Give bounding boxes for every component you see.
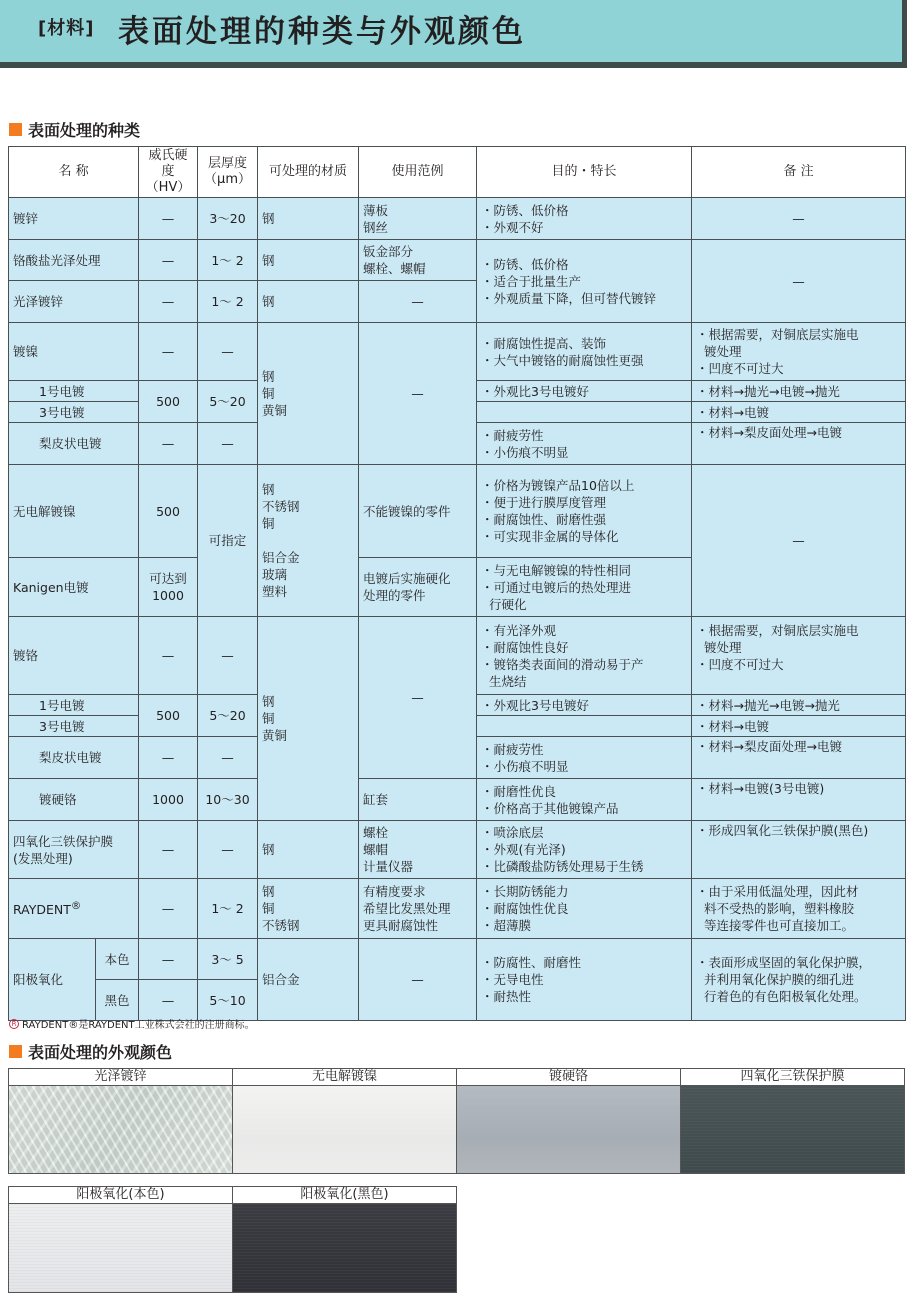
cell-name — [9, 879, 139, 939]
header-purpose: 目的・特长 — [477, 147, 692, 198]
table-row — [9, 939, 906, 980]
cell-name: 镀锌 — [9, 198, 139, 240]
cell-purpose: ・有光泽外观 ・耐腐蚀性良好 ・镀铬类表面间的滑动易于产 生烧结 — [477, 617, 692, 695]
cell-name: 阳极氧化 — [9, 939, 96, 1021]
cell-remark: ・材料→电镀(3号电镀) — [692, 779, 906, 821]
swatch-bright-zinc — [9, 1069, 233, 1173]
cell-material: 钢 — [258, 821, 359, 879]
swatch-image — [233, 1204, 456, 1292]
cell-hv: 500 — [139, 465, 198, 558]
cell-thickness: 5～20 — [198, 695, 258, 737]
cell-remark: ・形成四氧化三铁保护膜(黑色) — [692, 821, 906, 879]
cell-usage: 不能镀镍的零件 — [359, 465, 477, 558]
cell-hv: — — [139, 323, 198, 381]
cell-name: 梨皮状电镀 — [9, 423, 139, 465]
table-row — [9, 821, 906, 879]
header-hv: 威氏硬度 （HV） — [139, 147, 198, 198]
cell-thickness: — — [198, 737, 258, 779]
cell-usage: — — [359, 323, 477, 465]
swatch-anodize-natural — [9, 1187, 233, 1292]
cell-remark: ・根据需要，对铜底层实施电 镀处理 ・凹度不可过大 — [692, 323, 906, 381]
cell-remark: ・表面形成坚固的氧化保护膜， 并利用氧化保护膜的细孔进 行着色的有色阳极氧化处理。 — [692, 939, 906, 1021]
swatch-image — [681, 1086, 904, 1173]
cell-thickness: 5～20 — [198, 381, 258, 423]
cell-purpose: ・与无电解镀镍的特性相同 ・可通过电镀后的热处理进 行硬化 — [477, 558, 692, 617]
cell-usage: — — [359, 939, 477, 1021]
cell-purpose: ・长期防锈能力 ・耐腐蚀性优良 ・超薄膜 — [477, 879, 692, 939]
swatch-row-1 — [8, 1068, 905, 1174]
swatch-image — [233, 1086, 456, 1173]
cell-purpose: ・喷涂底层 ・外观(有光泽) ・比磷酸盐防锈处理易于生锈 — [477, 821, 692, 879]
cell-hv: — — [139, 980, 198, 1021]
cell-material: 钢 — [258, 240, 359, 281]
cell-material: 钢 不锈钢 铜 铝合金 玻璃 塑料 — [258, 465, 359, 617]
cell-name: 光泽镀锌 — [9, 281, 139, 323]
swatch-anodize-black — [233, 1187, 456, 1292]
cell-purpose: ・外观比3号电镀好 — [477, 381, 692, 402]
swatch-label: 光泽镀锌 — [9, 1069, 232, 1086]
cell-thickness: — — [198, 323, 258, 381]
cell-usage: 有精度要求 希望比发黑处理 更具耐腐蚀性 — [359, 879, 477, 939]
trademark-note — [9, 1016, 255, 1031]
cell-purpose: ・耐疲劳性 ・小伤痕不明显 — [477, 423, 692, 465]
header-tag: [材料] — [38, 18, 95, 39]
cell-purpose: ・外观比3号电镀好 — [477, 695, 692, 716]
cell-hv: — — [139, 617, 198, 695]
orange-square-icon — [9, 1045, 22, 1058]
cell-purpose-empty — [477, 716, 692, 737]
cell-purpose: ・防锈、低价格 ・外观不好 — [477, 198, 692, 240]
cell-remark: ・由于采用低温处理，因此材 料不受热的影响，塑料橡胶 等连接零件也可直接加工。 — [692, 879, 906, 939]
swatch-hard-chrome — [457, 1069, 681, 1173]
cell-subname: 本色 — [96, 939, 139, 980]
cell-purpose: ・防腐性、耐磨性 ・无导电性 ・耐热性 — [477, 939, 692, 1021]
cell-hv: — — [139, 737, 198, 779]
cell-hv: 1000 — [139, 779, 198, 821]
cell-remark: — — [692, 198, 906, 240]
registered-mark: ® — [70, 900, 82, 913]
swatch-label: 镀硬铬 — [457, 1069, 680, 1086]
cell-usage: — — [359, 281, 477, 323]
cell-name: 1号电镀 — [9, 695, 139, 716]
cell-usage: 螺栓 螺帽 计量仪器 — [359, 821, 477, 879]
section-heading-types — [9, 118, 140, 141]
cell-remark: ・材料→梨皮面处理→电镀 — [692, 423, 906, 465]
cell-hv: — — [139, 939, 198, 980]
cell-thickness: 可指定 — [198, 465, 258, 617]
cell-remark: ・材料→抛光→电镀→抛光 — [692, 381, 906, 402]
registered-circle-icon: R — [9, 1019, 19, 1029]
cell-remark: ・材料→抛光→电镀→抛光 — [692, 695, 906, 716]
table-row — [9, 240, 906, 281]
cell-thickness: 3～20 — [198, 198, 258, 240]
header-thickness: 层厚度 （μm） — [198, 147, 258, 198]
table-row — [9, 617, 906, 695]
cell-name: 3号电镀 — [9, 402, 139, 423]
orange-square-icon — [9, 123, 22, 136]
cell-usage: 钣金部分 螺栓、螺帽 — [359, 240, 477, 281]
cell-hv: — — [139, 240, 198, 281]
swatch-image — [457, 1086, 680, 1173]
cell-name: 梨皮状电镀 — [9, 737, 139, 779]
cell-remark: ・根据需要，对铜底层实施电 镀处理 ・凹度不可过大 — [692, 617, 906, 695]
swatch-label: 阳极氧化(黑色) — [233, 1187, 456, 1204]
cell-thickness: 5～10 — [198, 980, 258, 1021]
cell-usage: 薄板 钢丝 — [359, 198, 477, 240]
cell-remark: ・材料→梨皮面处理→电镀 — [692, 737, 906, 779]
cell-purpose: ・耐腐蚀性提高、装饰 ・大气中镀铬的耐腐蚀性更强 — [477, 323, 692, 381]
raydent-name: RAYDENT — [13, 902, 71, 918]
cell-hv: 500 — [139, 695, 198, 737]
cell-thickness: 1～ 2 — [198, 281, 258, 323]
cell-thickness: 1～ 2 — [198, 240, 258, 281]
cell-usage: 缸套 — [359, 779, 477, 821]
cell-purpose: ・价格为镀镍产品10倍以上 ・便于进行膜厚度管理 ・耐腐蚀性、耐磨性强 ・可实现非金属的导体化 — [477, 465, 692, 558]
section-heading-colors — [9, 1040, 172, 1063]
cell-hv: — — [139, 198, 198, 240]
cell-purpose-empty — [477, 402, 692, 423]
cell-material: 钢 铜 不锈钢 — [258, 879, 359, 939]
surface-treatment-table — [8, 146, 906, 1021]
swatch-image — [9, 1204, 232, 1292]
cell-name: 镀铬 — [9, 617, 139, 695]
section-title: 表面处理的种类 — [28, 121, 141, 140]
cell-thickness: — — [198, 821, 258, 879]
table-header-row — [9, 147, 906, 198]
cell-thickness: 3～ 5 — [198, 939, 258, 980]
cell-name: 镀镍 — [9, 323, 139, 381]
cell-name: 无电解镀镍 — [9, 465, 139, 558]
cell-material: 钢 — [258, 281, 359, 323]
cell-usage: 电镀后实施硬化 处理的零件 — [359, 558, 477, 617]
cell-name: 1号电镀 — [9, 381, 139, 402]
header-material: 可处理的材质 — [258, 147, 359, 198]
swatch-black-oxide — [681, 1069, 904, 1173]
header-banner — [0, 0, 907, 68]
swatch-label: 四氧化三铁保护膜 — [681, 1069, 904, 1086]
cell-hv: 500 — [139, 381, 198, 423]
cell-hv: — — [139, 879, 198, 939]
cell-purpose: ・耐疲劳性 ・小伤痕不明显 — [477, 737, 692, 779]
swatch-label: 阳极氧化(本色) — [9, 1187, 232, 1204]
header-name: 名 称 — [9, 147, 139, 198]
cell-material: 铝合金 — [258, 939, 359, 1021]
cell-name: 四氧化三铁保护膜 (发黑处理) — [9, 821, 139, 879]
table-row — [9, 779, 906, 821]
table-row — [9, 198, 906, 240]
header-usage: 使用范例 — [359, 147, 477, 198]
cell-hv: — — [139, 281, 198, 323]
cell-usage: — — [359, 617, 477, 779]
swatch-image — [9, 1086, 232, 1173]
cell-hv: 可达到 1000 — [139, 558, 198, 617]
cell-remark: — — [692, 240, 906, 323]
cell-remark: ・材料→电镀 — [692, 716, 906, 737]
cell-name: 铬酸盐光泽处理 — [9, 240, 139, 281]
cell-thickness: — — [198, 423, 258, 465]
cell-material: 钢 铜 黄铜 — [258, 323, 359, 465]
cell-remark: — — [692, 465, 906, 617]
cell-thickness: 1～ 2 — [198, 879, 258, 939]
cell-name: 镀硬铬 — [9, 779, 139, 821]
cell-purpose: ・防锈、低价格 ・适合于批量生产 ・外观质量下降，但可替代镀锌 — [477, 240, 692, 323]
cell-thickness: 10～30 — [198, 779, 258, 821]
cell-hv: — — [139, 821, 198, 879]
page-title: 表面处理的种类与外观颜色 — [118, 14, 526, 50]
swatch-row-2 — [8, 1186, 457, 1293]
cell-name: Kanigen电镀 — [9, 558, 139, 617]
cell-purpose: ・耐磨性优良 ・价格高于其他镀镍产品 — [477, 779, 692, 821]
table-row — [9, 323, 906, 381]
cell-hv: — — [139, 423, 198, 465]
swatch-label: 无电解镀镍 — [233, 1069, 456, 1086]
table-row — [9, 879, 906, 939]
cell-thickness: — — [198, 617, 258, 695]
trademark-text: RAYDENT®是RAYDENT工业株式会社的注册商标。 — [22, 1020, 255, 1031]
cell-material: 钢 — [258, 198, 359, 240]
header-remark: 备 注 — [692, 147, 906, 198]
cell-remark: ・材料→电镀 — [692, 402, 906, 423]
section-title: 表面处理的外观颜色 — [28, 1043, 173, 1062]
swatch-electroless-nickel — [233, 1069, 457, 1173]
cell-material: 钢 铜 黄铜 — [258, 617, 359, 821]
cell-subname: 黑色 — [96, 980, 139, 1021]
table-row — [9, 465, 906, 558]
cell-name: 3号电镀 — [9, 716, 139, 737]
